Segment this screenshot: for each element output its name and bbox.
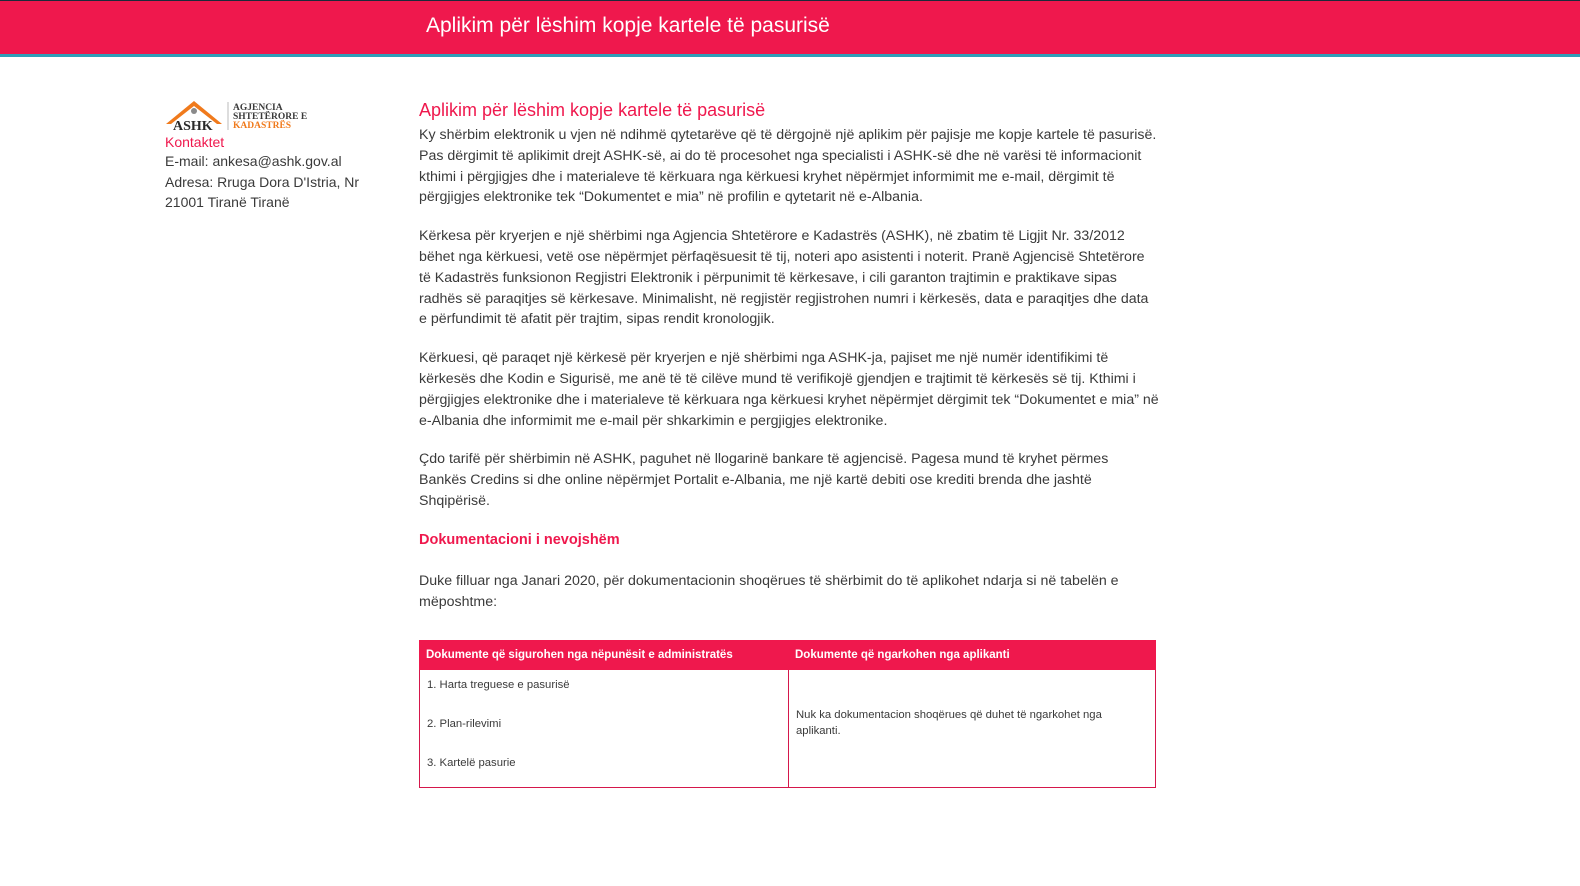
contact-email[interactable]: E-mail: ankesa@ashk.gov.al (165, 153, 342, 169)
docs-section-title: Dokumentacioni i nevojshëm (419, 531, 620, 548)
contacts-title: Kontaktet (165, 134, 225, 150)
sidebar (165, 98, 400, 213)
docs-intro: Duke filluar nga Janari 2020, për dokumentacionin shoqërues të shërbimit do të aplikohet ndarja si në tabelën e mëposhtme: (419, 572, 1119, 610)
request-paragraph: Kërkesa për kryerjen e një shërbimi nga Agjencia Shtetërore e Kadastrës (ASHK), në zbatim të Ligjit Nr. 33/2012 bëhet nga kërkuesi, vetë ose nëpërmjet përfaqësuesit të tij, noteri apo asistenti i noterit. Pranë Agjencisë Shtetërore të Kadastrës funksionon Regjistri Elektronik i përpunimit të kërkesave, i cili garanton trajtimin e praktikave sipas radhës së paraqitjes së kërkesave. Minimalisht, në regjistër regjistrohen numri i kërkesës, data e paraqitjes dhe data e përfundimit të afatit për trajtim, sipas rendit kronologjik. (419, 228, 1149, 328)
page-title: Aplikim për lëshim kopje kartele të pasurisë (419, 100, 766, 120)
contact-address-line2: 21001 Tiranë Tiranë (165, 194, 290, 210)
page-header (0, 1, 1580, 54)
table-header-row (420, 641, 1156, 670)
applicant-docs-cell (789, 670, 1156, 788)
header-admin-docs: Dokumente që sigurohen nga nëpunësit e administratës (420, 641, 789, 670)
admin-doc-item: 1. Harta treguese e pasurisë (427, 679, 570, 692)
applicant-docs-text: Nuk ka dokumentacion shoqërues që duhet të ngarkohet nga aplikanti. (796, 709, 1102, 738)
admin-doc-item: 3. Kartelë pasurie (427, 757, 516, 770)
documents-table (419, 640, 1156, 788)
header-applicant-docs: Dokumente që ngarkohen nga aplikanti (789, 641, 1156, 670)
svg-text:KADASTRËS: KADASTRËS (233, 121, 292, 131)
ashk-logo-icon (165, 98, 310, 132)
svg-text:AGJENCIA: AGJENCIA (233, 103, 283, 113)
svg-text:SHTETËRORE E: SHTETËRORE E (233, 112, 308, 122)
description-paragraph: Ky shërbim elektronik u vjen në ndihmë qytetarëve që të dërgojnë një aplikim për pajisje me kopje kartele të pasurisë. Pas dërgimit të aplikimit drejt ASHK-së, ai do të procesohet nga specialisti i ASHK-së dhe në varësi të informacionit kthimi i përgjigjes dhe i materialeve të kërkuara nga kërkuesi kryhet nëpërmjet informimit me e-mail, dërgimit të përgjigjes elektronike tek “Dokumentet e mia” në profilin e qytetarit në e-Albania. (419, 127, 1157, 206)
table-row (420, 670, 1156, 788)
applicant-paragraph: Kërkuesi, që paraqet një kërkesë për kryerjen e një shërbimi nga ASHK-ja, pajiset me një numër identifikimi të kërkesës dhe Kodin e Sigurisë, me anë të të cilëve mund të verifikojë gjendjen e trajtimit të kërkesës së tij. Kthimi i përgjigjes elektronike dhe i materialeve të kërkuara nga kërkuesi kryhet nëpërmjet dërgimit tek “Dokumentet e mia” në e-Albania dhe informimit me e-mail për shkarkimin e pergjigjes elektronike. (419, 350, 1159, 429)
header-title: Aplikim për lëshim kopje kartele të pasurisë (426, 14, 830, 37)
contact-address-line1: Adresa: Rruga Dora D'Istria, Nr (165, 173, 360, 190)
header-border (0, 54, 1580, 57)
payment-paragraph: Çdo tarifë për shërbimin në ASHK, paguhet në llogarinë bankare të agjencisë. Pagesa mund të kryhet përmes Bankës Credins si dhe online nëpërmjet Portalit e-Albania, me një kartë debiti ose krediti brenda dhe jashtë Shqipërisë. (419, 451, 1109, 509)
svg-text:ASHK: ASHK (173, 119, 213, 132)
admin-docs-cell (420, 670, 789, 788)
main-content (419, 98, 1159, 788)
ashk-logo[interactable] (165, 98, 310, 132)
admin-doc-item: 2. Plan-rilevimi (427, 718, 502, 731)
